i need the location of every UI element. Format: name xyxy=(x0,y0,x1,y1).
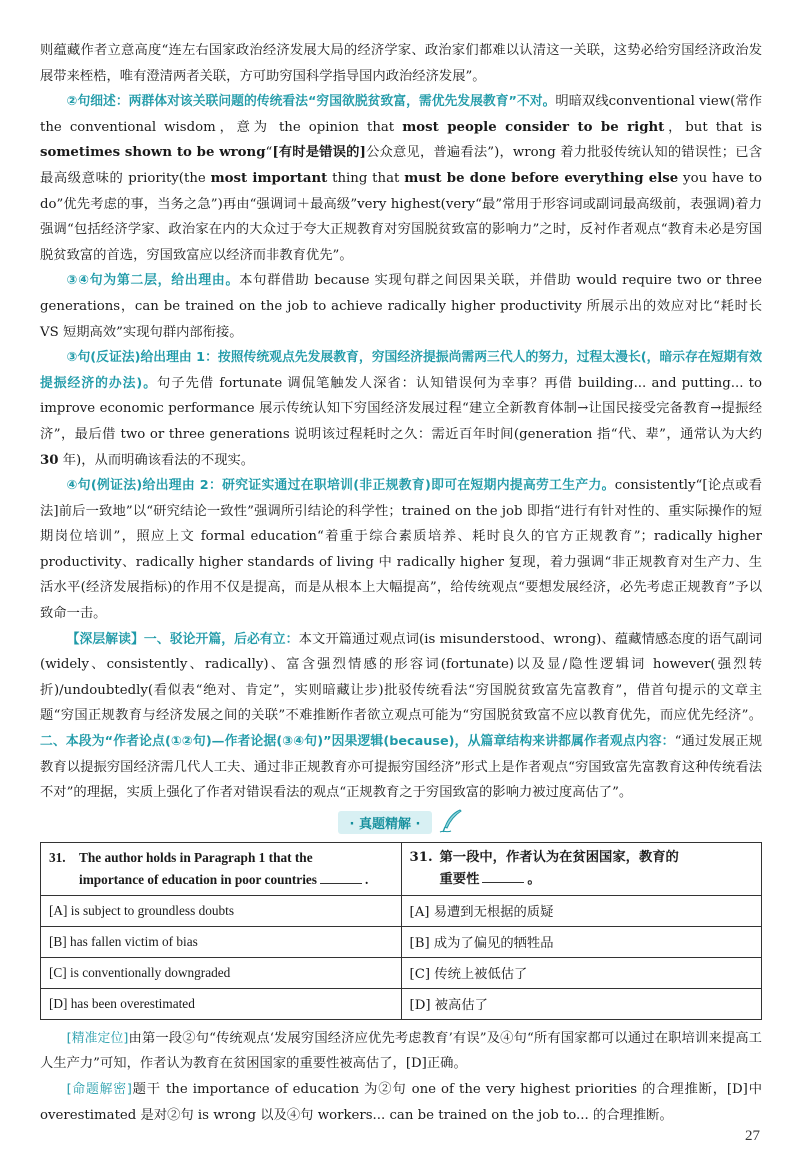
paragraph-heading: ②句细述：两群体对该关联问题的传统看法“穷国欲脱贫致富，需优先发展教育”不对。 xyxy=(66,94,556,110)
question-table xyxy=(40,842,762,1020)
answer-tag: [精准定位] xyxy=(66,1030,129,1046)
answer-analysis: [命题解密]题干 the importance of education 为②句 one of the very highest priorities 的合理推断，[D]中 overestimated 是对②句 is wrong 以及④句 workers... can be trained on the job to... 的合理推断。 xyxy=(40,1082,762,1123)
paragraph-heading: 【深层解读】一、驳论开篇，后必有立： xyxy=(66,631,299,647)
question-stem-cn: 31. 第一段中，作者认为在贫困国家，教育的 重要性 。 xyxy=(401,842,762,895)
question-stem-row xyxy=(41,842,762,895)
option-row xyxy=(41,895,762,926)
option-row xyxy=(41,926,762,957)
paragraph-sentence2: ②句细述：两群体对该关联问题的传统看法“穷国欲脱贫致富，需优先发展教育”不对。明暗双线conventional view(常作 the conventional wisdom，意为 the opinion that most people consider to be right，but that is sometimes shown to be wrong“[有时是错误的]公众意见，普遍看法”)，wrong 着力批驳传统认知的错误性；已含最高级意味的 priority(the most important thing that must be done before everything else you have to do”优先考虑的事，当务之急”)再由“强调词＋最高级”very highest(very“最”常用于形容词或副词最高级前，表强调)着力强调“包括经济学家、政治家在内的大众过于夸大正规教育对穷国脱贫致富的影响力”之时，反衬作者观点“教育未必是穷国脱贫致富的首选，穷国致富应以经济而非教育优先”。 xyxy=(40,94,763,263)
paragraph-heading-2: 二、本段为“作者论点(①②句)—作者论据(③④句)”因果逻辑(because)，从篇章结构来讲都属作者观点内容： xyxy=(40,734,675,750)
option-en: [A] is subject to groundless doubts xyxy=(41,895,402,926)
paragraph-sentence4: ④句(例证法)给出理由 2：研究证实通过在职培训(非正规教育)即可在短期内提高劳工生产力。consistently“[论点或看法]前后一致地”以“研究结论一致性”强调所引结论的科学性；trained on the job 即指“进行有针对性的、重实际操作的短期岗位培训”，照应上文 formal education“着重于综合素质培养、耗时良久的官方正规教育”；radically higher productivity、radically higher standards of living 中 radically higher 复现，着力强调“非正规教育对生产力、生活水平(经济发展指标)的作用不仅是提高，而是从根本上大幅提高”，给传统观点“要想发展经济，必先考虑正规教育”予以致命一击。 xyxy=(40,478,762,622)
option-cn: [B] 成为了偏见的牺牲品 xyxy=(401,926,762,957)
option-cn: [D] 被高估了 xyxy=(401,988,762,1019)
paragraph-sentence34: ③④句为第二层，给出理由。本句群借助 because 实现句群之间因果关联，并借助 would require two or three generations，can be trained on the job to achieve radically higher productivity 所展示出的效应对比“耗时长 VS 短期高效”实现句群内部衔接。 xyxy=(40,273,762,340)
question-stem-en: 31. The author holds in Paragraph 1 that the importance of education in poor countries . xyxy=(41,842,402,895)
answer-tag: [命题解密] xyxy=(66,1082,132,1097)
answer-location: [精准定位]由第一段②句“传统观点‘发展穷国经济应优先考虑教育’有误”及④句“所有国家都可以通过在职培训来提高工人生产力”可知，作者认为教育在贫困国家的重要性被高估了，[D]正确。 xyxy=(40,1030,762,1072)
paragraph-heading: ③④句为第二层，给出理由。 xyxy=(66,273,240,289)
paragraph-heading: ④句(例证法)给出理由 2：研究证实通过在职培训(非正规教育)即可在短期内提高劳工生产力。 xyxy=(66,478,615,494)
page-number: 27 xyxy=(745,1128,760,1144)
option-en: [B] has fallen victim of bias xyxy=(41,926,402,957)
page-content xyxy=(40,38,762,1128)
option-cn: [A] 易遭到无根据的质疑 xyxy=(401,895,762,926)
section-header xyxy=(40,808,762,838)
paragraph-heading: ③句(反证法)给出理由 1：按照传统观点先发展教育，穷国经济提振尚需两三代人的努力，过程太漫长(，暗示存在短期有效提振经济的办法)。 xyxy=(40,350,762,391)
option-row xyxy=(41,988,762,1019)
paragraph-sentence3: ③句(反证法)给出理由 1：按照传统观点先发展教育，穷国经济提振尚需两三代人的努力，过程太漫长(，暗示存在短期有效提振经济的办法)。句子先借 fortunate 调侃笔触发人深省：认知错误何为幸事？再借 building... and putting... to improve economic performance 展示传统认知下穷国经济发展过程“建立全新教育体制→让国民接受完备教育→提振经济”，最后借 two or three generations 说明该过程耗时之久：需近百年时间(generation 指“代、辈”，通常认为大约 30 年)，从而明确该看法的不现实。 xyxy=(40,350,762,468)
paragraph-deep-analysis: 【深层解读】一、驳论开篇，后必有立：本文开篇通过观点词(is misunderstood、wrong)、蕴藏情感态度的语气副词(widely、consistently、radically)、富含强烈情感的形容词(fortunate)以及显/隐性逻辑词 however(强烈转折)/undoubtedly(看似表“绝对、肯定”，实则暗藏让步)批驳传统看法“穷国脱贫致富先富教育”，借首句提示的文章主题“穷国正规教育与经济发展之间的关联”不难推断作者欲立观点可能为“穷国脱贫致富不应以教育优先，而应优先经济”。二、本段为“作者论点(①②句)—作者论据(③④句)”因果逻辑(because)，从篇章结构来讲都属作者观点内容：“通过发展正规教育以提振穷国经济需几代人工夫、通过非正规教育亦可提振穷国经济”形式上是作者观点“穷国致富先富教育这种传统看法不对”的理据，实质上强化了作者对错误看法的观点“正规教育之于穷国致富的影响力被过度高估了”。 xyxy=(40,631,762,801)
option-cn: [C] 传统上被低估了 xyxy=(401,957,762,988)
section-title: · 真题精解 · xyxy=(338,811,433,834)
option-row xyxy=(41,957,762,988)
option-en: [C] is conventionally downgraded xyxy=(41,957,402,988)
quill-pen-icon xyxy=(438,808,464,838)
option-en: [D] has been overestimated xyxy=(41,988,402,1019)
paragraph-intro: 则蕴藏作者立意高度“连左右国家政治经济发展大局的经济学家、政治家们都难以认清这一关联，这势必给穷国经济政治发展带来桎梏，唯有澄清两者关联，方可助穷国科学指导国内政治经济发展”。 xyxy=(40,43,762,84)
